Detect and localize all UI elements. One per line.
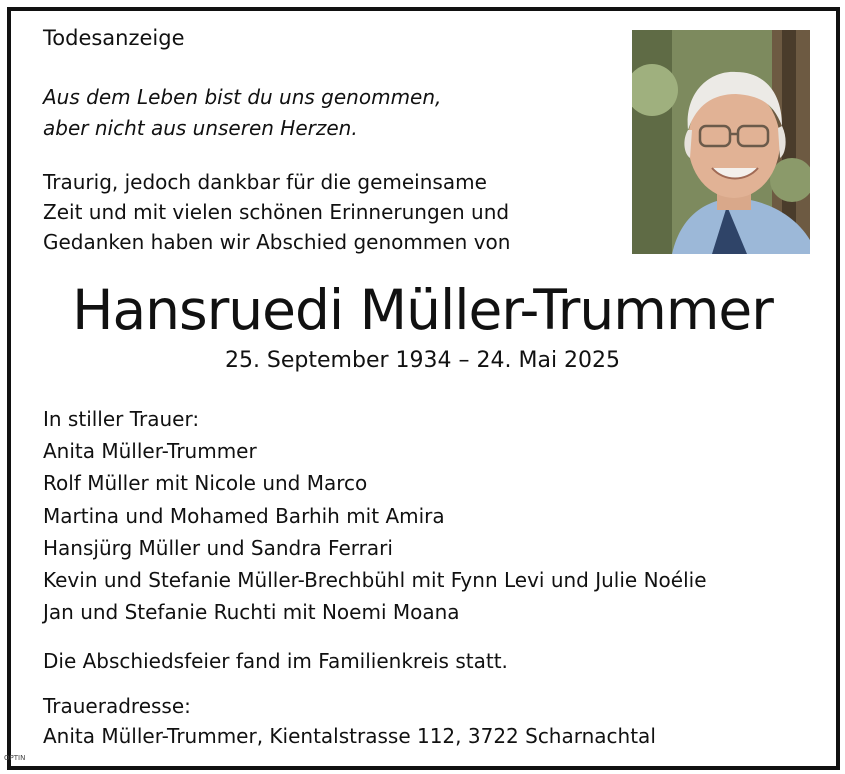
quote-line: aber nicht aus unseren Herzen. <box>43 116 358 140</box>
mourner-entry: Hansjürg Müller und Sandra Ferrari <box>43 535 393 560</box>
mourner-entry: Jan und Stefanie Ruchti mit Noemi Moana <box>43 600 460 625</box>
intro-text <box>43 167 510 257</box>
deceased-name: Hansruedi Müller-Trummer <box>72 278 773 342</box>
mourner-entry: Martina und Mohamed Barhih mit Amira <box>43 503 445 528</box>
mourners-list <box>43 403 707 628</box>
intro-line: Gedanken haben wir Abschied genommen von <box>43 230 511 254</box>
address-label: Traueradresse: <box>43 694 191 718</box>
mourning-address: Anita Müller-Trummer, Kientalstrasse 112, 3722 Scharnachtal <box>43 724 656 748</box>
quote <box>43 82 441 144</box>
ceremony-note: Die Abschiedsfeier fand im Familienkreis statt. <box>43 649 508 673</box>
footer-mark: OPTIN <box>4 754 26 762</box>
mourner-entry: Rolf Müller mit Nicole und Marco <box>43 471 368 496</box>
intro-line: Zeit und mit vielen schönen Erinnerungen und <box>43 200 510 224</box>
portrait-photo <box>632 30 810 254</box>
mourner-entry: Kevin und Stefanie Müller-Brechbühl mit Fynn Levi und Julie Noélie <box>43 568 707 593</box>
mourner-entry: Anita Müller-Trummer <box>43 439 257 464</box>
quote-line: Aus dem Leben bist du uns genommen, <box>43 85 442 109</box>
notice-heading: Todesanzeige <box>43 26 185 50</box>
intro-line: Traurig, jedoch dankbar für die gemeinsame <box>43 170 487 194</box>
mourners-label: In stiller Trauer: <box>43 407 200 431</box>
life-dates: 25. September 1934 – 24. Mai 2025 <box>224 348 621 373</box>
